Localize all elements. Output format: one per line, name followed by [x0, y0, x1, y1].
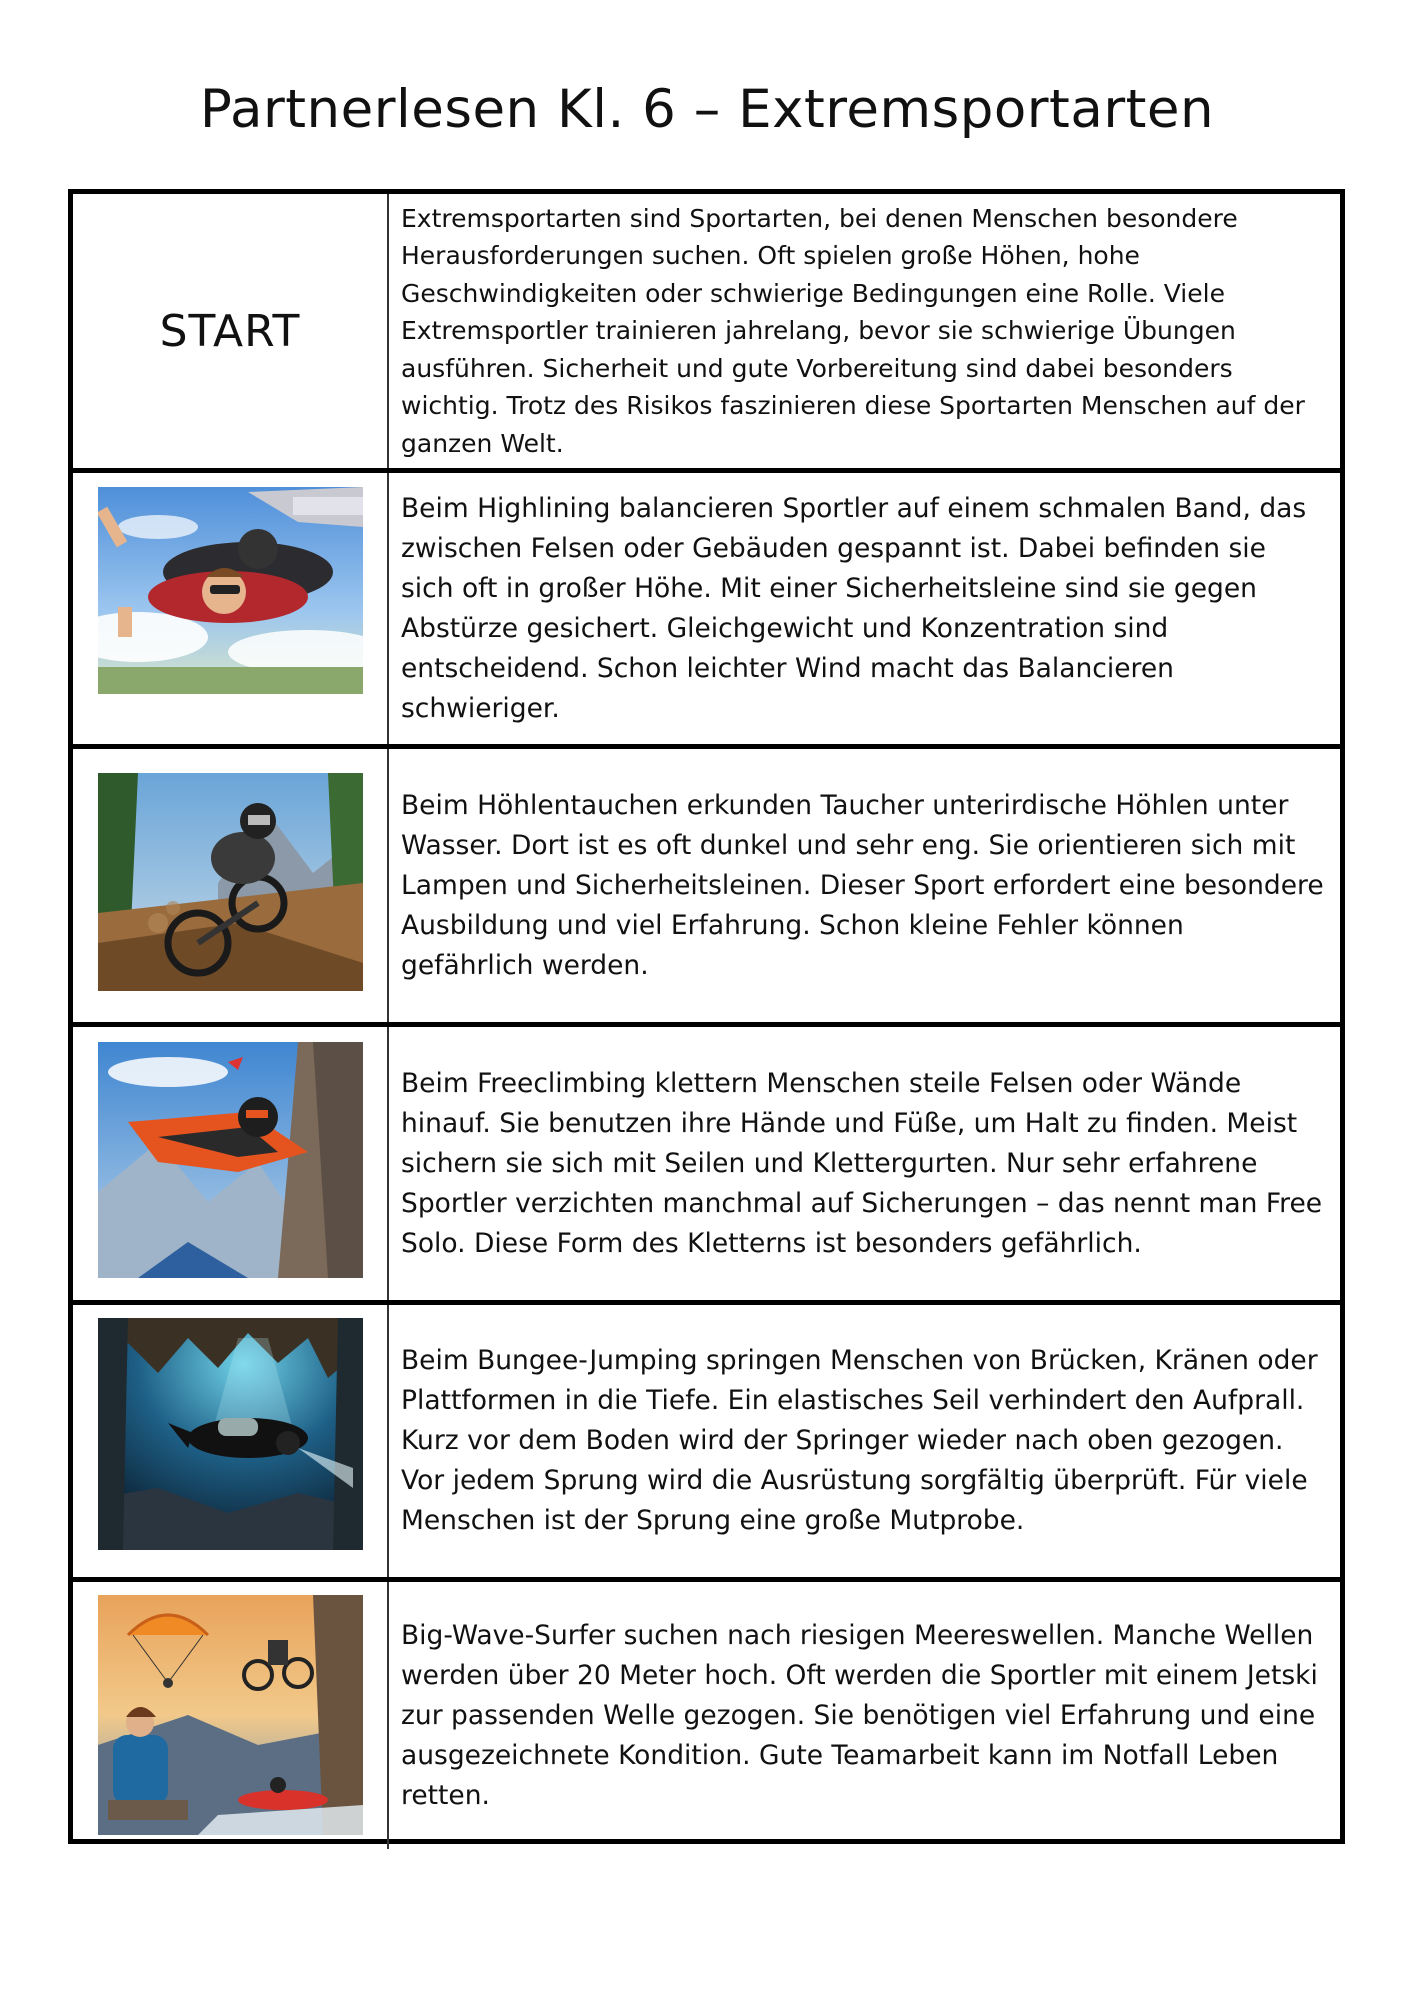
tandem-skydiving-image	[98, 487, 363, 694]
card-row	[73, 749, 1340, 1027]
card-row	[73, 473, 1340, 749]
card-text: Beim Highlining balancieren Sportler auf einem schmalen Band, das zwischen Felsen oder Gebäuden gespannt ist. Dabei befinden sie sich oft in großer Höhe. Mit einer Sicherheitsleine sind sie gegen Abstürze gesichert. Gleichgewicht und Konzentration sind entscheidend. Schon leichter Wind macht das Balancieren schwieriger.	[401, 492, 1307, 724]
card-text: Beim Freeclimbing klettern Menschen steile Felsen oder Wände hinauf. Sie benutzen ihre Hände und Füße, um Halt zu finden. Meist sichern sie sich mit Seilen und Klettergurten. Nur sehr erfahrene Sportler verzichten manchmal auf Sicherungen – das nennt man Free Solo. Diese Form des Kletterns ist besonders gefährlich.	[401, 1067, 1323, 1259]
card-text: Beim Höhlentauchen erkunden Taucher unterirdische Höhlen unter Wasser. Dort ist es oft dunkel und sehr eng. Sie orientieren sich mit Lampen und Sicherheitsleinen. Dieser Sport erfordert eine besondere Ausbildung und viel Erfahrung. Schon kleine Fehler können gefährlich werden.	[401, 789, 1324, 981]
card-row	[73, 1582, 1340, 1849]
cave-diving-image	[98, 1318, 363, 1550]
start-label: START	[159, 305, 301, 357]
card-row-start	[73, 194, 1340, 473]
reading-card-table	[68, 189, 1345, 1844]
card-row	[73, 1027, 1340, 1305]
card-row	[73, 1305, 1340, 1582]
card-text: Big-Wave-Surfer suchen nach riesigen Meereswellen. Manche Wellen werden über 20 Meter hoch. Oft werden die Sportler mit einem Jetski zur passenden Welle gezogen. Sie benötigen viel Erfahrung und eine ausgezeichnete Kondition. Gute Teamarbeit kann im Notfall Leben retten.	[401, 1619, 1318, 1811]
extreme-sports-collage-image	[98, 1595, 363, 1835]
card-text: Beim Bungee-Jumping springen Menschen von Brücken, Kränen oder Plattformen in die Tiefe. Ein elastisches Seil verhindert den Aufprall. Kurz vor dem Boden wird der Springer wieder nach oben gezogen. Vor jedem Sprung wird die Ausrüstung sorgfältig überprüft. Für viele Menschen ist der Sprung eine große Mutprobe.	[401, 1345, 1318, 1536]
mountain-biking-image	[98, 773, 363, 991]
start-cell	[73, 194, 389, 468]
wingsuit-flying-image	[98, 1042, 363, 1278]
intro-text: Extremsportarten sind Sportarten, bei denen Menschen besondere Herausforderungen suchen. Oft spielen große Höhen, hohe Geschwindigkeiten oder schwierige Bedingungen eine Rolle. Viele Extremsportler trainieren jahrelang, bevor sie schwierige Übungen ausführen. Sicherheit und gute Vorbereitung sind dabei besonders wichtig. Trotz des Risikos faszinieren diese Sportarten Menschen auf der ganzen Welt.	[401, 203, 1305, 458]
page-title: Partnerlesen Kl. 6 – Extremsportarten	[199, 79, 1215, 140]
